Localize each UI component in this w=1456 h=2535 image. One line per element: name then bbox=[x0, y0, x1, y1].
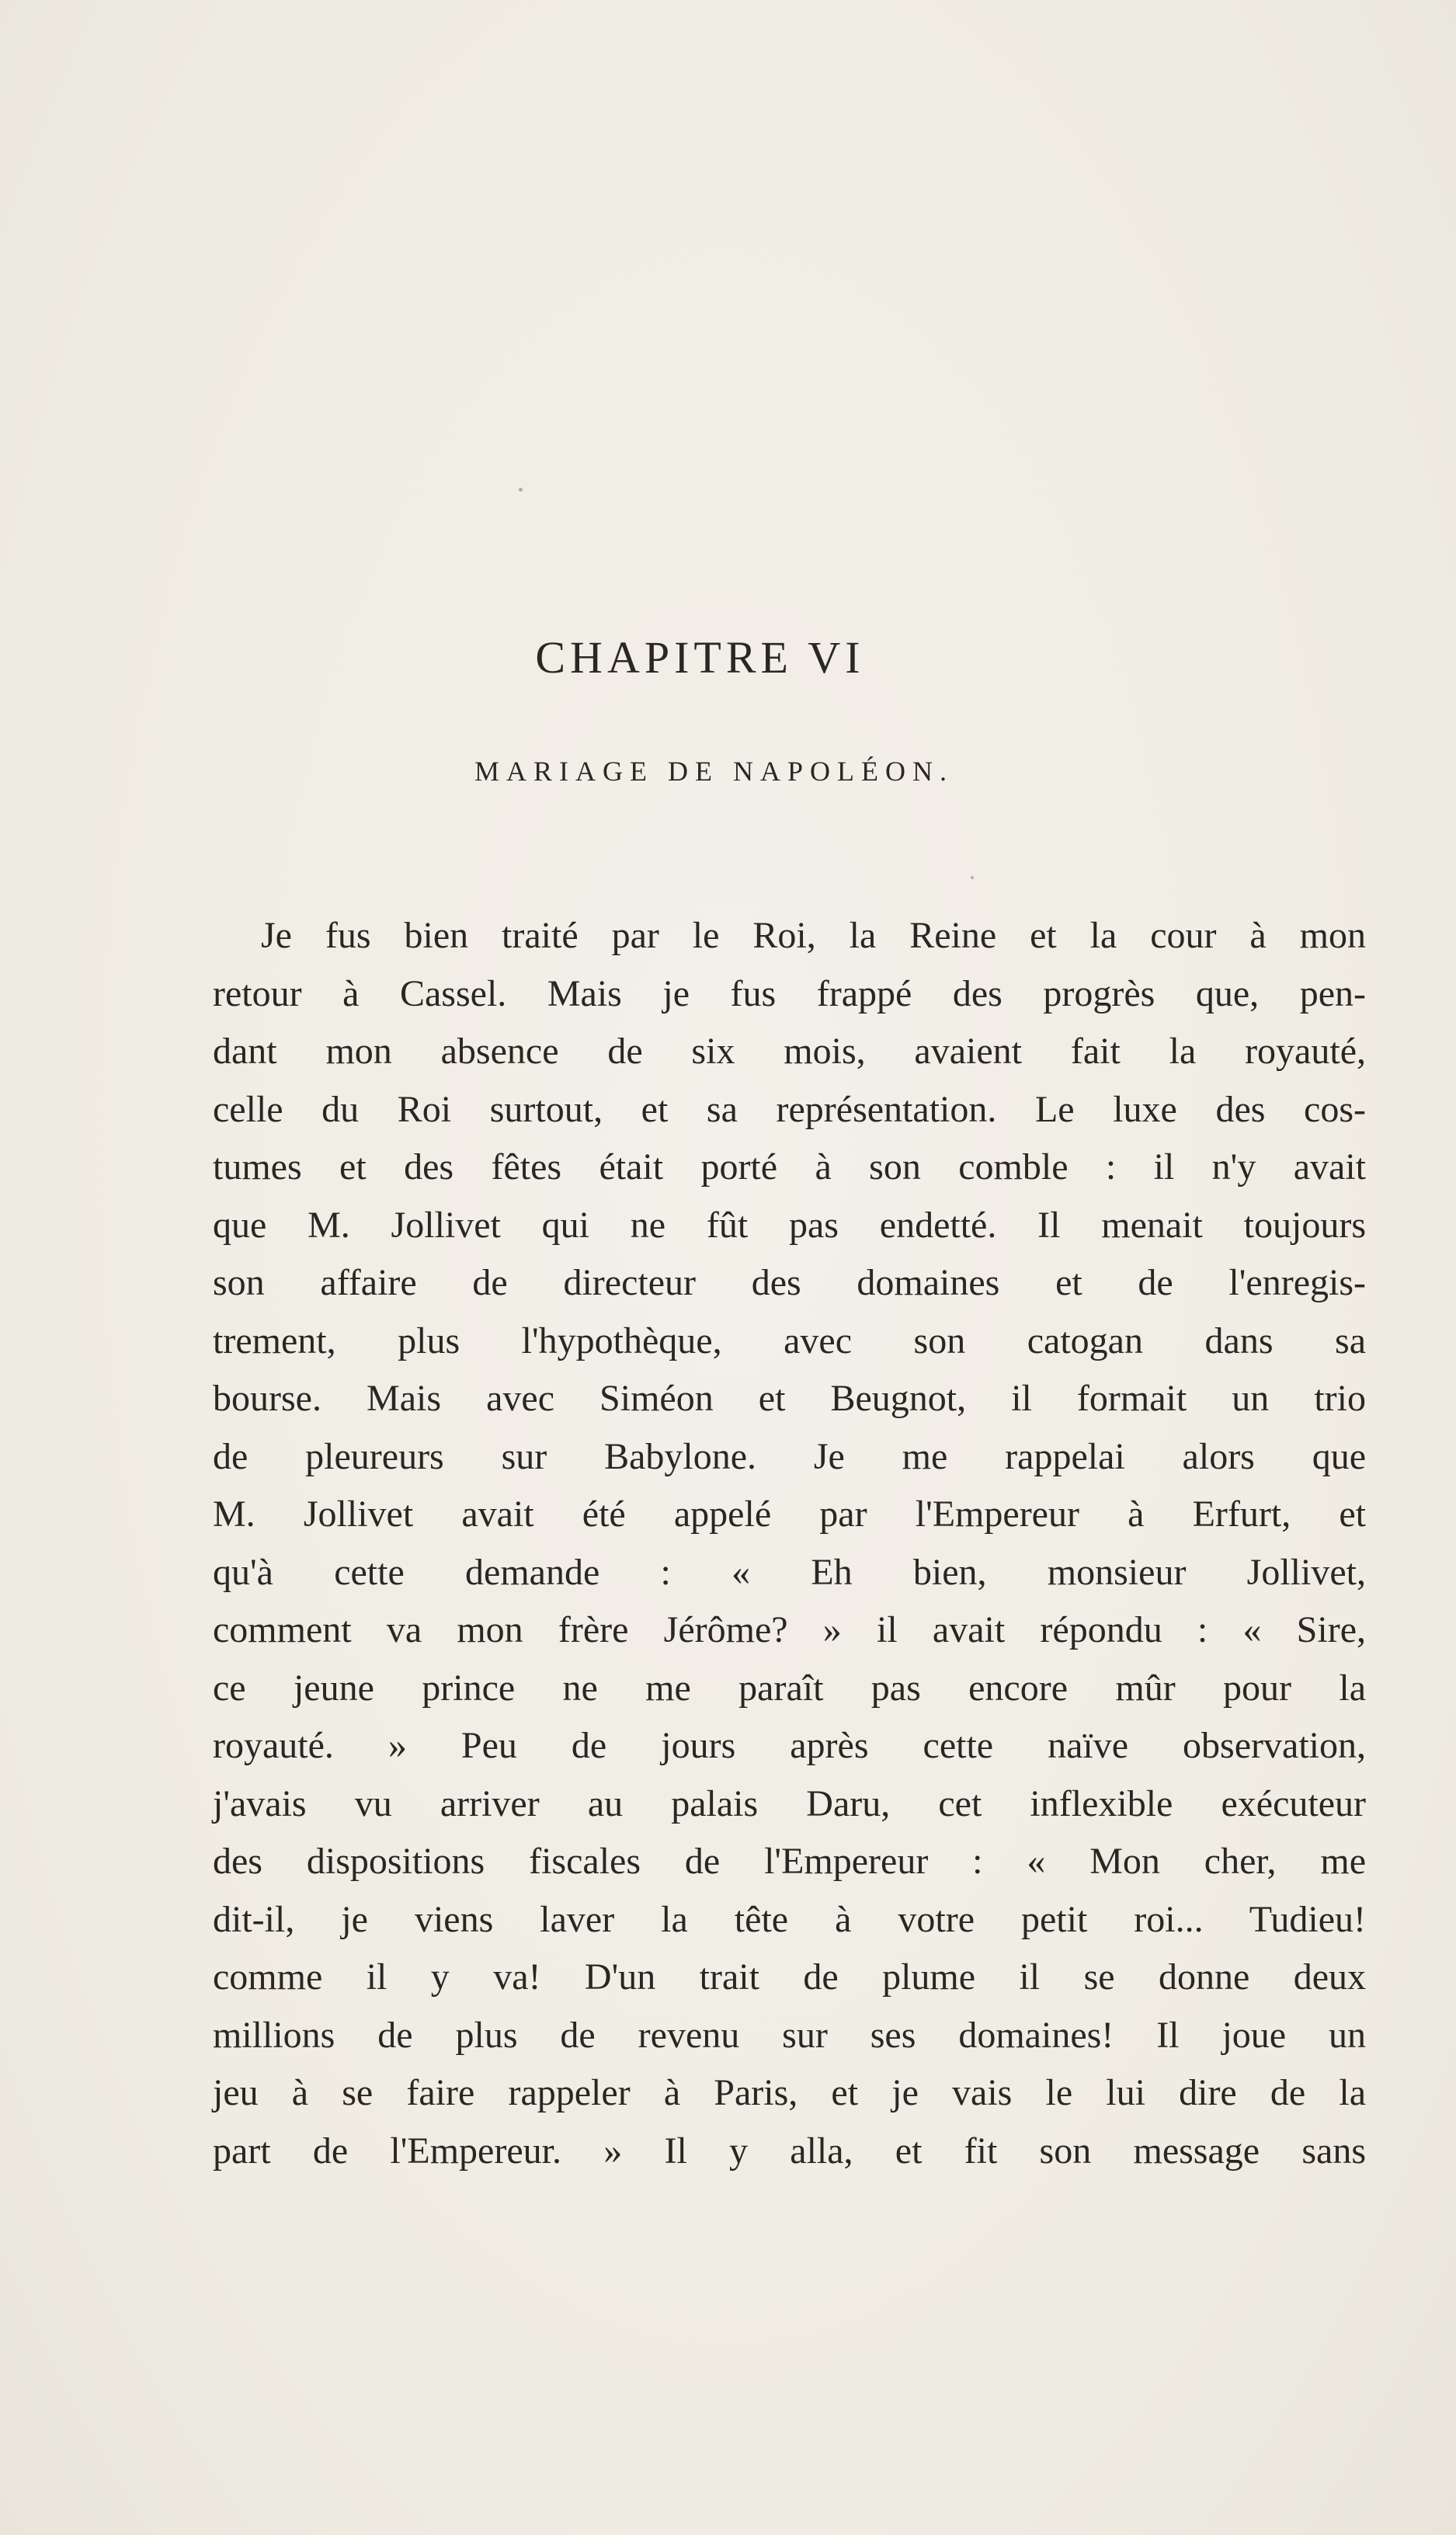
text-line: trement, plus l'hypothèque, avec son catogan dans sa bbox=[213, 1320, 1366, 1361]
text-line: M. Jollivet avait été appelé par l'Empereur à Erfurt, et bbox=[213, 1494, 1366, 1535]
text-line: de pleureurs sur Babylone. Je me rappelai alors que bbox=[213, 1435, 1366, 1477]
paper-speck bbox=[971, 876, 974, 879]
chapter-text bbox=[213, 907, 1366, 2180]
text-line: son affaire de directeur des domaines et de l'enregis- bbox=[213, 1262, 1366, 1303]
paper-speck bbox=[519, 488, 523, 492]
text-line: dant mon absence de six mois, avaient fait la royauté, bbox=[213, 1031, 1366, 1072]
text-line: Je fus bien traité par le Roi, la Reine et la cour à mon bbox=[261, 915, 1366, 956]
text-line: bourse. Mais avec Siméon et Beugnot, il formait un trio bbox=[213, 1378, 1366, 1419]
text-line: celle du Roi surtout, et sa représentation. Le luxe des cos- bbox=[213, 1088, 1366, 1130]
chapter-subtitle: MARIAGE DE NAPOLÉON. bbox=[474, 756, 954, 787]
text-line: comment va mon frère Jérôme? » il avait répondu : « Sire, bbox=[213, 1609, 1366, 1650]
text-line: j'avais vu arriver au palais Daru, cet inflexible exécuteur bbox=[213, 1782, 1366, 1824]
text-line: jeu à se faire rappeler à Paris, et je vais le lui dire de la bbox=[213, 2072, 1366, 2113]
text-line: qu'à cette demande : « Eh bien, monsieur Jollivet, bbox=[213, 1551, 1366, 1593]
text-line: que M. Jollivet qui ne fût pas endetté. Il menait toujours bbox=[213, 1204, 1366, 1246]
text-line: part de l'Empereur. » Il y alla, et fit son message sans bbox=[213, 2130, 1366, 2172]
text-line: royauté. » Peu de jours après cette naïve observation, bbox=[213, 1725, 1366, 1766]
text-line: tumes et des fêtes était porté à son comble : il n'y avait bbox=[213, 1146, 1366, 1188]
text-line: des dispositions fiscales de l'Empereur : « Mon cher, me bbox=[213, 1841, 1366, 1882]
text-line: dit-il, je viens laver la tête à votre petit roi... Tudieu! bbox=[213, 1898, 1366, 1940]
text-line: retour à Cassel. Mais je fus frappé des progrès que, pen- bbox=[213, 972, 1366, 1014]
text-line: millions de plus de revenu sur ses domaines! Il joue un bbox=[213, 2014, 1366, 2056]
text-line: ce jeune prince ne me paraît pas encore mûr pour la bbox=[213, 1667, 1366, 1709]
chapter-title: CHAPITRE VI bbox=[535, 632, 865, 683]
text-line: comme il y va! D'un trait de plume il se donne deux bbox=[213, 1956, 1366, 1998]
